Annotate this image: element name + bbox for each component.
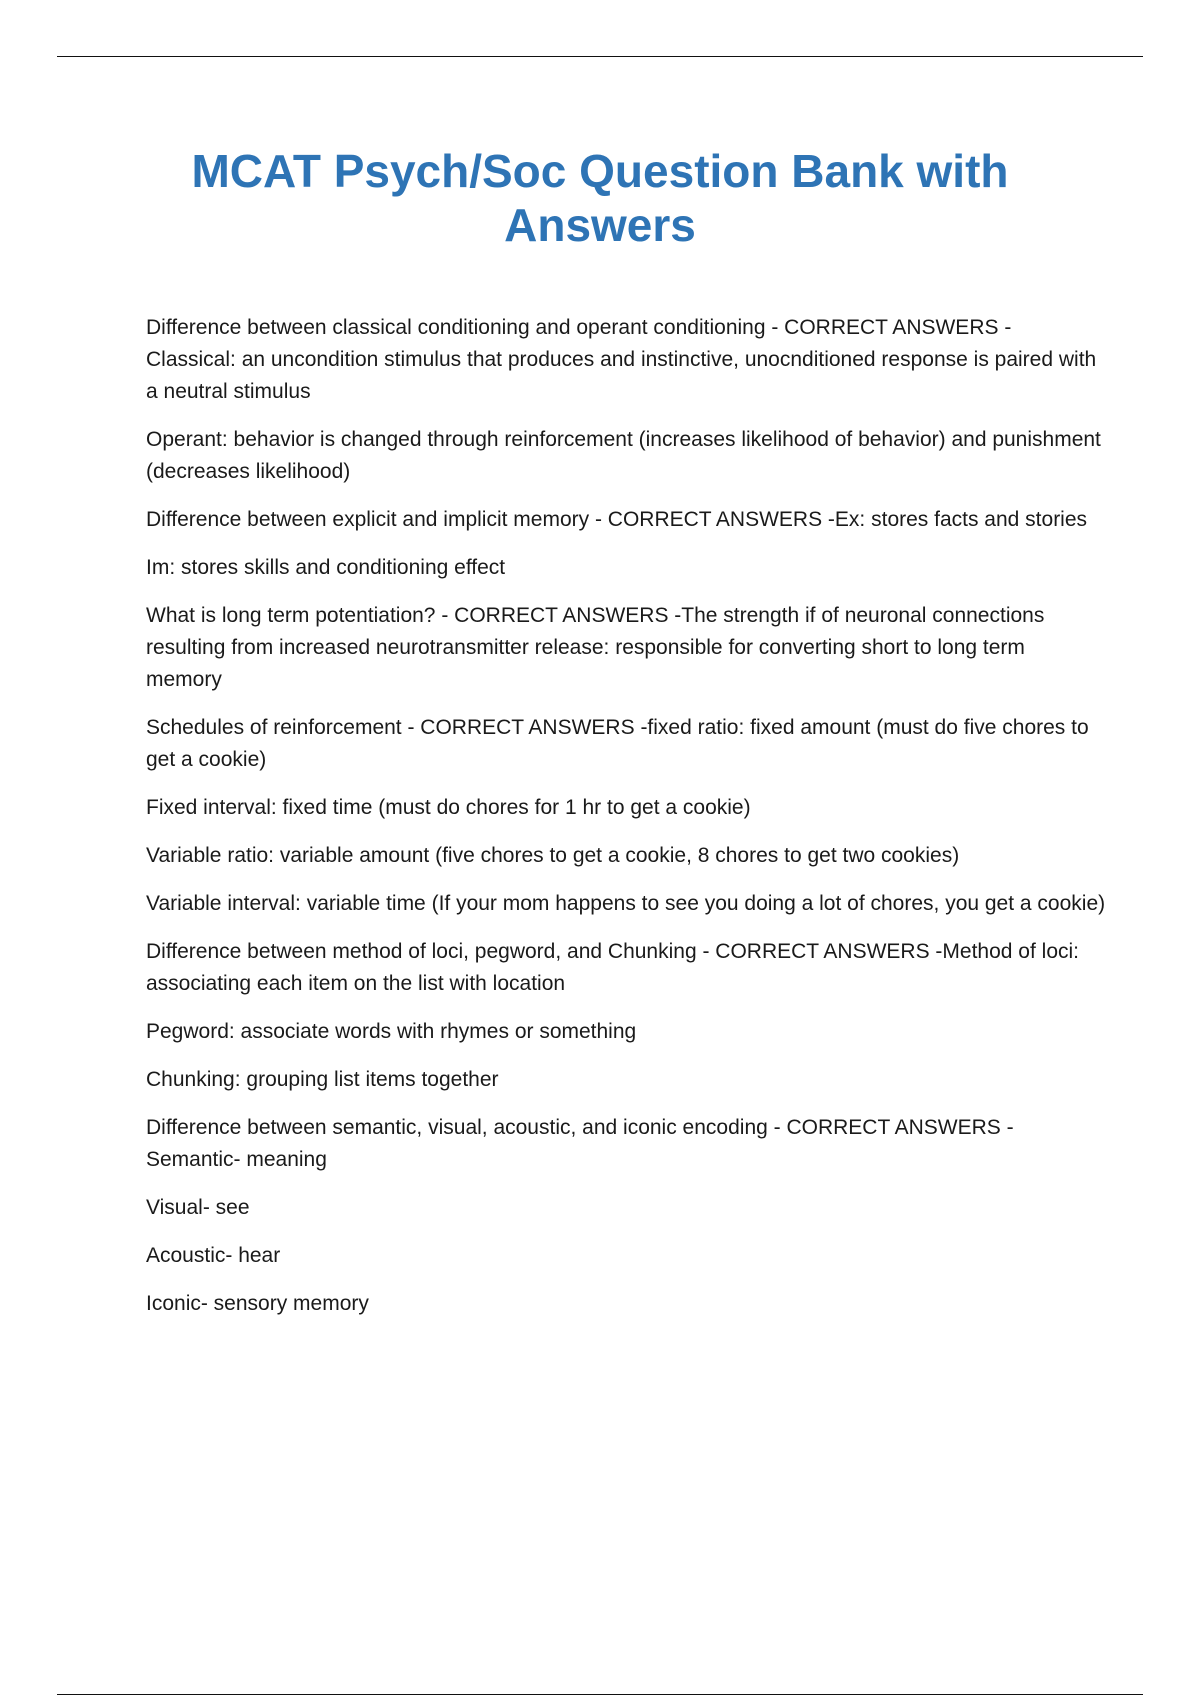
- paragraph-variable-ratio: Variable ratio: variable amount (five chores to get a cookie, 8 chores to get two cookies): [146, 844, 960, 867]
- paragraph-fixed-interval: Fixed interval: fixed time (must do chores for 1 hr to get a cookie): [146, 796, 751, 819]
- paragraph-visual: Visual- see: [146, 1196, 250, 1219]
- page-title: [0, 144, 1200, 252]
- paragraph-operant: Operant: behavior is changed through reinforcement (increases likelihood of behavior) and punishment (decreases likelihood): [146, 428, 1101, 483]
- bottom-rule: [57, 1694, 1143, 1695]
- page-title-line-2: Answers: [504, 199, 696, 251]
- paragraph-encoding-types: Difference between semantic, visual, acoustic, and iconic encoding - CORRECT ANSWERS - Semantic- meaning: [146, 1116, 1014, 1171]
- paragraph-classical-vs-operant: Difference between classical conditioning and operant conditioning - CORRECT ANSWERS - Classical: an uncondition stimulus that produces and instinctive, unocnditioned response is paired with a neutral stimulus: [146, 316, 1097, 403]
- paragraph-long-term-potentiation: What is long term potentiation? - CORRECT ANSWERS -The strength if of neuronal connections resulting from increased neurotransmitter release: responsible for converting short to long term memory: [146, 604, 1045, 691]
- paragraph-schedules-of-reinforcement: Schedules of reinforcement - CORRECT ANSWERS -fixed ratio: fixed amount (must do five chores to get a cookie): [146, 716, 1089, 771]
- paragraph-iconic: Iconic- sensory memory: [146, 1292, 369, 1315]
- paragraph-explicit-vs-implicit: Difference between explicit and implicit memory - CORRECT ANSWERS -Ex: stores facts and stories: [146, 508, 1088, 531]
- page-title-line-1: MCAT Psych/Soc Question Bank with: [191, 145, 1009, 197]
- top-rule: [57, 56, 1143, 57]
- paragraph-chunking: Chunking: grouping list items together: [146, 1068, 499, 1091]
- paragraph-method-of-loci: Difference between method of loci, pegword, and Chunking - CORRECT ANSWERS -Method of loci: associating each item on the list with location: [146, 940, 1079, 995]
- paragraph-acoustic: Acoustic- hear: [146, 1244, 281, 1267]
- document-body: [146, 312, 1106, 1336]
- paragraph-pegword: Pegword: associate words with rhymes or something: [146, 1020, 637, 1043]
- paragraph-implicit: Im: stores skills and conditioning effect: [146, 556, 506, 579]
- paragraph-variable-interval: Variable interval: variable time (If your mom happens to see you doing a lot of chores, you get a cookie): [146, 892, 1106, 915]
